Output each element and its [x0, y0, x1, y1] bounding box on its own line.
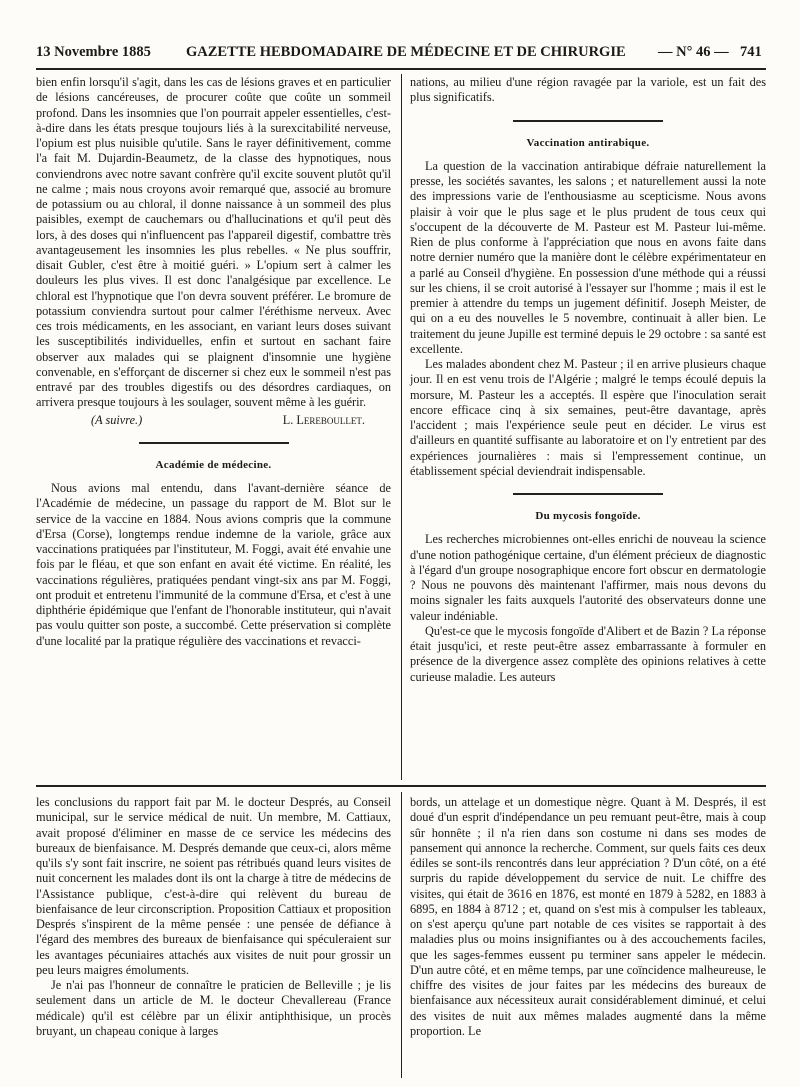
journal-title: GAZETTE HEBDOMADAIRE DE MÉDECINE ET DE CHIRURGIE [186, 44, 626, 60]
page-header [36, 44, 766, 68]
paragraph-service-nuit: les conclusions du rapport fait par M. le docteur Després, au Conseil municipal, sur le service médical de nuit. Un membre, M. Cattiaux, avait proposé d'éliminer en masse de ce service les médecins des bureaux de bienfaisance. M. Després demande que ceux-ci, alors même qu'ils s'y sont fait inscrire, ne soient pas rétribués quand leurs visites de nuit concernent les malades dont ils ont la charge à titre de médecins de l'Assistance publique, c'est-à-dire qui relèvent du bureau de bienfaisance de leur circonscription. Proposition Cattiaux et proposition Després s'inspirent de la même pensée : une pensée de défiance à l'égard des membres des bureaux de bienfaisance qui spéculeraient sur les avantages pécuniaires attachés aux visites de nuit pour grossir un peu leurs maigres émoluments. [36, 795, 391, 977]
bottom-right-column [410, 795, 766, 1039]
issue-date: 13 Novembre 1885 [36, 44, 151, 60]
paragraph-vaccination-end: nations, au milieu d'une région ravagée par la variole, est un fait des plus significatifs. [410, 75, 766, 105]
paragraph-academie: Nous avions mal entendu, dans l'avant-dernière séance de l'Académie de médecine, un passage du rapport de M. Blot sur le service de la vaccine en 1884. Nous avions compris que la commune d'Ersa (Corse), longtemps rendue indemne de la variole, grâce aux vaccinations pratiquées par l'instituteur, M. Foggi, avait été envahie une fois par le fléau, et que son enfant en avait été victime. En réalité, les vaccinations régulières, pratiquées pendant vingt-six ans par M. Foggi, ont produit et entretenu l'immunité de la commune d'Ersa, et c'est à une diphthérie épidémique que l'enfant de l'honorable instituteur, qui n'avait pas voulu quitter son poste, a succombé. Cette préservation si complète d'une localité par la pratique régulière des vaccinations et revacci- [36, 481, 391, 648]
paragraph-mycosis-question: Qu'est-ce que le mycosis fongoïde d'Alibert et de Bazin ? La réponse était jusqu'ici, et reste peut-être assez embarrassante à formuler en présence de la divergence assez complète des opinions relatives à cette curieuse maladie. Les auteurs [410, 623, 766, 684]
paragraph-belleville: Je n'ai pas l'honneur de connaître le praticien de Belleville ; je lis seulement dans un article de M. le docteur Chevallereau (France médicale) qu'il est célèbre par un élixir antiphthisique, un procès bruyant, un chapeau conique à larges [36, 978, 391, 1038]
page-number: 741 [740, 44, 762, 60]
paragraph-despres: bords, un attelage et un domestique nègre. Quant à M. Després, il est doué d'un esprit d'indépendance un peu remuant peut-être, mais à coup sûr honnête ; il n'a rien dans son costume ni dans ses modes de pansement qui annonce la recherche. Comment, sur quels faits ces deux édiles se sont-ils rencontrés dans leur appréciation ? D'un côté, on a été surpris du rapide développement du service de nuit. Le chiffre des visites, qui était de 3616 en 1876, est monté en 1879 à 5282, en 1883 à 6895, en 1884 à 8712 ; et, quand on s'est mis à compulser les tableaux, on s'est aperçu qu'une part notable de ces visites se rapportait à des maladies plus ou moins insignifiantes ou à des accouchements faciles, que les sages-femmes eussent pu terminer sans appeler le médecin. D'un autre côté, et en même temps, par une coïncidence malheureuse, le chiffre des visites de jour faites par les médecins des bureaux de bienfaisance aux nécessiteux aurait considérablement diminué, et celui des visites de nuit aux mêmes malades augmenté dans la même proportion. Le [410, 795, 766, 1038]
top-right-column [410, 75, 766, 685]
heading-academie: Académie de médecine. [155, 458, 272, 471]
column-divider-top [401, 74, 402, 780]
header-rule [36, 68, 766, 70]
column-divider-bottom [401, 792, 402, 1078]
issue-number: — N° 46 — [658, 44, 729, 60]
section-break-rule [36, 785, 766, 787]
heading-mycosis: Du mycosis fongoïde. [535, 510, 641, 522]
section-rule [139, 442, 289, 444]
paragraph-insomnia: bien enfin lorsqu'il s'agit, dans les cas de lésions graves et en particulier de lésions cancéreuses, de procurer coûte que coûte un sommeil profond. Dans les insomnies que l'on pourrait appeler essentielles, c'est-à-dire dans les états presque toujours liés à la surexcitabilité nerveuse, l'opium est plus nuisible qu'utile. Sans le rayer définitivement, comme l'a fait M. Dujardin-Beaumetz, de la classe des hypnotiques, nous conviendrons avec notre savant confrère qu'il excite souvent plutôt qu'il ne calme ; mais nous croyons avoir remarqué que, associé au bromure de potassium ou au chloral, il donne naissance à un sommeil des plus paisibles, exempt de cauchemars ou d'hallucinations et qu'il peut dès lors, à des doses qui n'influencent pas l'appareil digestif, combattre très avantageusement les insomnies les plus rebelles. « Ne plus souffrir, disait Gubler, c'est être à moitié guéri. » L'opium sert à calmer les douleurs les plus vives. Il est donc l'analgésique par excellence. Le chloral est l'hypnotique que l'on devra souvent préférer. Le bromure de potassium conviendra surtout pour calmer l'éréthisme nerveux. Avec ces trois médicaments, en les associant, en variant leurs doses suivant les susceptibilités individuelles, enfin et surtout en sachant faire observer aux malades qui se plaignent d'insomnie une hygiène convenable, en s'efforçant de discerner si chez eux le sommeil n'est pas entravé par des troubles digestifs ou des désordres cardiaques, on arrivera presque toujours à les soulager, souvent même à les guérir. [36, 75, 391, 410]
bottom-left-column [36, 795, 391, 1039]
section-rule [513, 493, 663, 495]
heading-vaccination-antirabique: Vaccination antirabique. [526, 136, 650, 149]
paragraph-malades: Les malades abondent chez M. Pasteur ; il en arrive plusieurs chaque jour. Il en est venu trois de l'Algérie ; malgré le temps écoulé depuis la morsure, M. Pasteur les a acceptés. Il espère que l'inoculation serait encore efficace cinq à six semaines, peut-être davantage, après l'accident ; mais l'expérience seule peut en décider. Le virus est d'ailleurs en quantité suffisante au laboratoire et on l'y entretient par des expériences journalières : mais si l'empressement continue, un établissement spécial deviendrait indispensable. [410, 357, 766, 478]
to-be-continued: (A suivre.) [91, 412, 143, 427]
top-left-column [36, 75, 391, 649]
signature [36, 413, 391, 428]
paragraph-pasteur: La question de la vaccination antirabique défraie naturellement la presse, les sociétés savantes, les salons ; et naturellement aussi la note des impressions varie de l'enthousiasme au scepticisme. Nous avons plaisir à voir que le plus sage et le plus prudent de tous ceux qui s'occupent de la découverte de M. Pasteur est M. Pasteur lui-même. Rien de plus conforme à l'appréciation que nous en avons faite dans notre dernier numéro que la manière dont le célèbre expérimentateur en a parlé au Conseil d'hygiène. En possession d'une méthode qui a réussi sur les chiens, il se croit autorisé à l'essayer sur l'homme ; mais il est le premier à attendre du temps un jugement définitif. Joseph Meister, de qui on a eu des nouvelles le 5 novembre, continuait à aller bien. Le traitement du jeune Jupille est terminé depuis le 29 octobre : sa santé est excellente. [410, 158, 766, 356]
paragraph-recherches: Les recherches microbiennes ont-elles enrichi de nouveau la science d'une notion pathogénique certaine, d'un élément précieux de diagnostic à l'égard d'un groupe nosographique encore fort obscur en dermatologie ? Nous ne pouvons dès maintenant l'affirmer, mais nous devons du moins signaler les faits auxquels l'autorité des observateurs donne une valeur indéniable. [410, 532, 766, 623]
section-rule [513, 120, 663, 122]
author-name: L. Lereboullet. [282, 412, 365, 427]
